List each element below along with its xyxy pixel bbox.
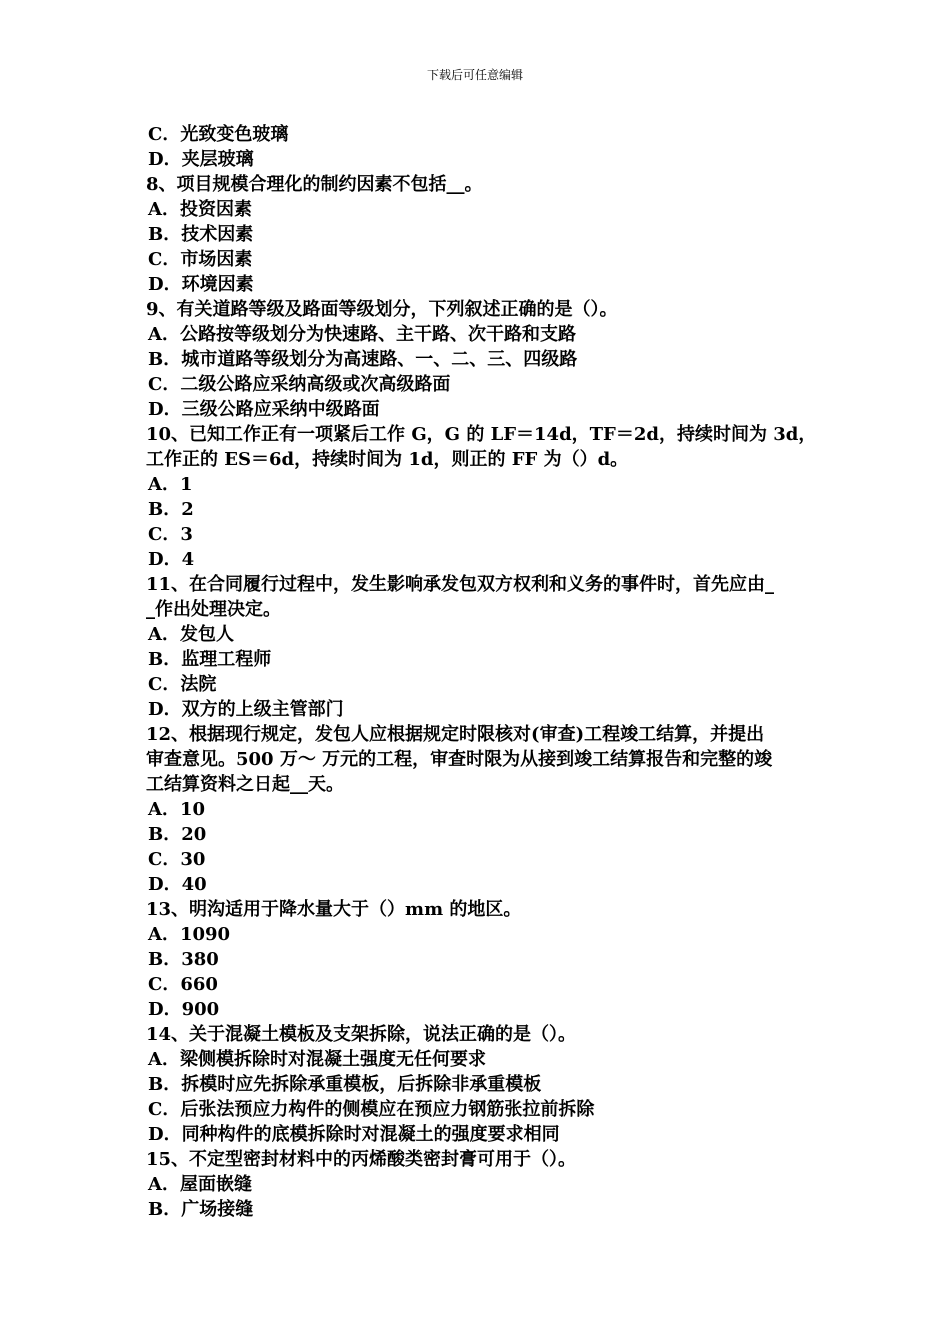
answer-option: C．法院	[148, 674, 217, 695]
answer-option: C．660	[148, 974, 218, 995]
answer-option: D．40	[148, 874, 207, 895]
answer-option: D．4	[148, 549, 195, 570]
answer-option: C．市场因素	[148, 249, 253, 270]
answer-option: A．屋面嵌缝	[148, 1174, 252, 1195]
answer-option: D．三级公路应采纳中级路面	[148, 399, 380, 420]
question-text: 11、在合同履行过程中，发生影响承发包双方权利和义务的事件时，首先应由_	[146, 574, 775, 595]
answer-option: A．梁侧模拆除时对混凝土强度无任何要求	[148, 1049, 486, 1070]
question-text: _作出处理决定。	[146, 599, 281, 620]
answer-option: D．双方的上级主管部门	[148, 699, 344, 720]
answer-option: B．20	[148, 824, 207, 845]
question-text: 工结算资料之日起__天。	[146, 774, 344, 795]
page-header: 下载后可任意编辑	[426, 68, 523, 82]
question-text: 15、不定型密封材料中的丙烯酸类密封膏可用于（）。	[146, 1149, 577, 1170]
answer-option: C．后张法预应力构件的侧模应在预应力钢筋张拉前拆除	[148, 1099, 595, 1120]
answer-option: A．公路按等级划分为快速路、主干路、次干路和支路	[148, 324, 576, 345]
answer-option: C．30	[148, 849, 206, 870]
answer-option: B．城市道路等级划分为高速路、一、二、三、四级路	[148, 349, 578, 370]
answer-option: A．投资因素	[148, 199, 252, 220]
answer-option: B．380	[148, 949, 219, 970]
answer-option: C．3	[148, 524, 193, 545]
answer-option: D．900	[148, 999, 220, 1020]
answer-option: A．1	[148, 474, 193, 495]
answer-option: B．广场接缝	[148, 1199, 254, 1220]
answer-option: A．10	[148, 799, 206, 820]
question-text: 14、关于混凝土模板及支架拆除，说法正确的是（）。	[146, 1024, 577, 1045]
question-list	[146, 122, 817, 1222]
answer-option: B．监理工程师	[148, 649, 272, 670]
answer-option: B．拆模时应先拆除承重模板，后拆除非承重模板	[148, 1074, 542, 1095]
question-text: 审查意见。500 万～ 万元的工程，审查时限为从接到竣工结算报告和完整的竣	[146, 749, 773, 770]
answer-option: A．发包人	[148, 624, 234, 645]
answer-option: D．夹层玻璃	[148, 149, 254, 170]
answer-option: B．2	[148, 499, 194, 520]
answer-option: C．二级公路应采纳高级或次高级路面	[148, 374, 451, 395]
answer-option: D．同种构件的底模拆除时对混凝土的强度要求相同	[148, 1124, 560, 1145]
answer-option: B．技术因素	[148, 224, 254, 245]
answer-option: A．1090	[148, 924, 231, 945]
answer-option: C．光致变色玻璃	[148, 124, 289, 145]
question-text: 9、有关道路等级及路面等级划分，下列叙述正确的是（）。	[146, 299, 618, 320]
question-text: 13、明沟适用于降水量大于（）mm 的地区。	[146, 899, 522, 920]
question-text: 工作正的 ES＝6d，持续时间为 1d，则正的 FF 为（）d。	[146, 449, 629, 470]
question-text: 8、项目规模合理化的制约因素不包括__。	[146, 174, 483, 195]
answer-option: D．环境因素	[148, 274, 254, 295]
question-text: 10、已知工作正有一项紧后工作 G，G 的 LF＝14d，TF＝2d，持续时间为 3d，	[146, 424, 817, 445]
question-text: 12、根据现行规定，发包人应根据规定时限核对(审查)工程竣工结算，并提出	[146, 724, 765, 745]
